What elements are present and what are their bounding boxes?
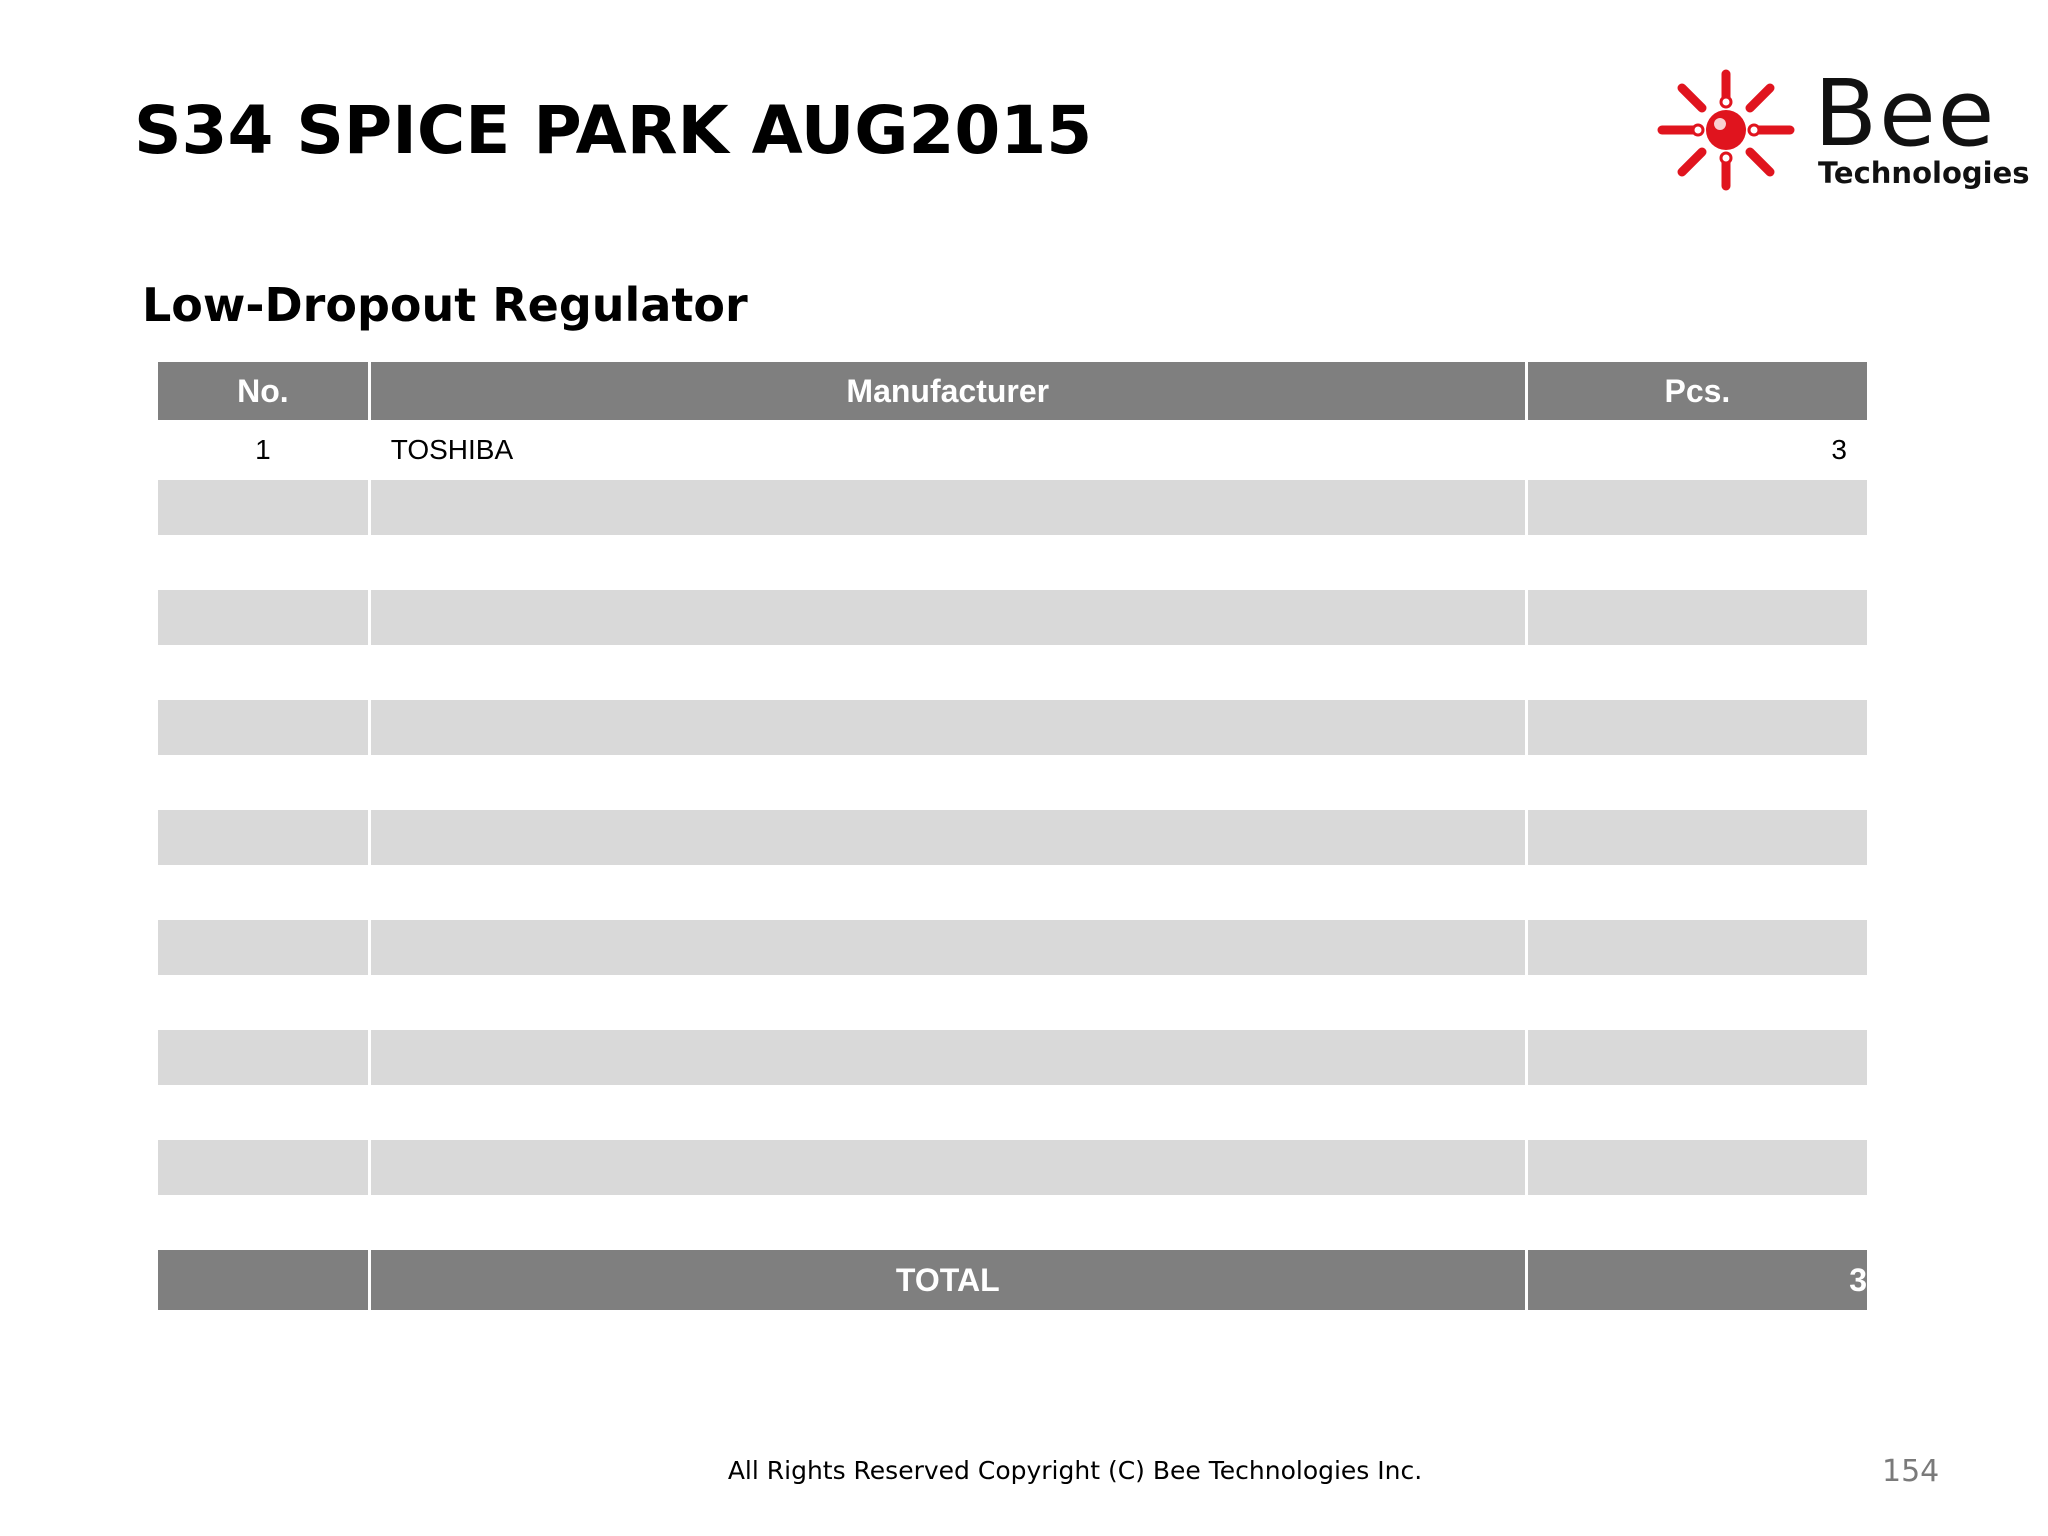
cell-pcs: [1528, 1140, 1867, 1195]
cell-no: [158, 700, 368, 755]
cell-no: [158, 1140, 368, 1195]
cell-no: [158, 975, 368, 1030]
cell-manufacturer: [371, 535, 1525, 590]
table-row: [158, 975, 1867, 1030]
cell-no: [158, 590, 368, 645]
cell-no: [158, 1085, 368, 1140]
column-header-manufacturer: Manufacturer: [371, 362, 1525, 420]
table-total-row: [158, 1250, 1867, 1310]
table-row: [158, 590, 1867, 645]
cell-pcs: [1528, 1195, 1867, 1250]
bee-logo-mark-icon: [1656, 66, 1796, 194]
cell-pcs: [1528, 1085, 1867, 1140]
cell-manufacturer: [371, 810, 1525, 865]
cell-pcs: [1528, 535, 1867, 590]
column-header-no: No.: [158, 362, 368, 420]
cell-manufacturer: [371, 1085, 1525, 1140]
table-row: [158, 420, 1867, 480]
total-row-blank-cell: [158, 1250, 368, 1310]
cell-pcs: [1528, 865, 1867, 920]
cell-pcs: [1528, 810, 1867, 865]
cell-manufacturer: [371, 1140, 1525, 1195]
cell-pcs: [1528, 975, 1867, 1030]
cell-no: [158, 920, 368, 975]
table-row: [158, 700, 1867, 755]
table-row: [158, 1195, 1867, 1250]
page-number: 154: [1882, 1454, 1940, 1489]
cell-no: [158, 535, 368, 590]
logo-brand-subname: Technologies: [1818, 156, 2030, 190]
cell-no: [158, 645, 368, 700]
total-label: TOTAL: [371, 1250, 1525, 1310]
total-value: 3: [1528, 1250, 1867, 1310]
bee-technologies-logo: [1656, 60, 2036, 200]
cell-no: [158, 1195, 368, 1250]
cell-manufacturer: [371, 975, 1525, 1030]
cell-no: [158, 1030, 368, 1085]
table-row: [158, 755, 1867, 810]
column-header-pcs: Pcs.: [1528, 362, 1867, 420]
cell-no: 1: [255, 434, 271, 465]
cell-manufacturer: [371, 865, 1525, 920]
slide-title: S34 SPICE PARK AUG2015: [134, 92, 1093, 169]
table-row: [158, 810, 1867, 865]
cell-manufacturer: [371, 1195, 1525, 1250]
cell-pcs: [1528, 645, 1867, 700]
cell-manufacturer: [371, 700, 1525, 755]
cell-pcs: [1528, 700, 1867, 755]
cell-pcs: [1528, 920, 1867, 975]
cell-manufacturer: TOSHIBA: [390, 434, 514, 465]
cell-no: [158, 810, 368, 865]
cell-manufacturer: [371, 920, 1525, 975]
table-row: [158, 865, 1867, 920]
cell-pcs: [1528, 590, 1867, 645]
cell-no: [158, 865, 368, 920]
table-row: [158, 1030, 1867, 1085]
cell-manufacturer: [371, 1030, 1525, 1085]
logo-brand-name: Bee: [1814, 60, 1997, 167]
table-row: [158, 535, 1867, 590]
table-row: [158, 1085, 1867, 1140]
cell-manufacturer: [371, 590, 1525, 645]
table-header-row: [158, 362, 1867, 420]
table-row: [158, 645, 1867, 700]
section-title: Low-Dropout Regulator: [142, 278, 748, 332]
table-row: [158, 480, 1867, 535]
cell-manufacturer: [371, 645, 1525, 700]
cell-pcs: [1528, 480, 1867, 535]
table-row: [158, 920, 1867, 975]
cell-no: [158, 755, 368, 810]
footer-copyright: All Rights Reserved Copyright (C) Bee Technologies Inc.: [727, 1456, 1423, 1485]
cell-pcs: [1528, 1030, 1867, 1085]
cell-pcs: [1528, 755, 1867, 810]
cell-manufacturer: [371, 480, 1525, 535]
table-row: [158, 1140, 1867, 1195]
parts-table: [155, 362, 1870, 1310]
cell-no: [158, 480, 368, 535]
cell-pcs: 3: [1831, 434, 1847, 465]
cell-manufacturer: [371, 755, 1525, 810]
